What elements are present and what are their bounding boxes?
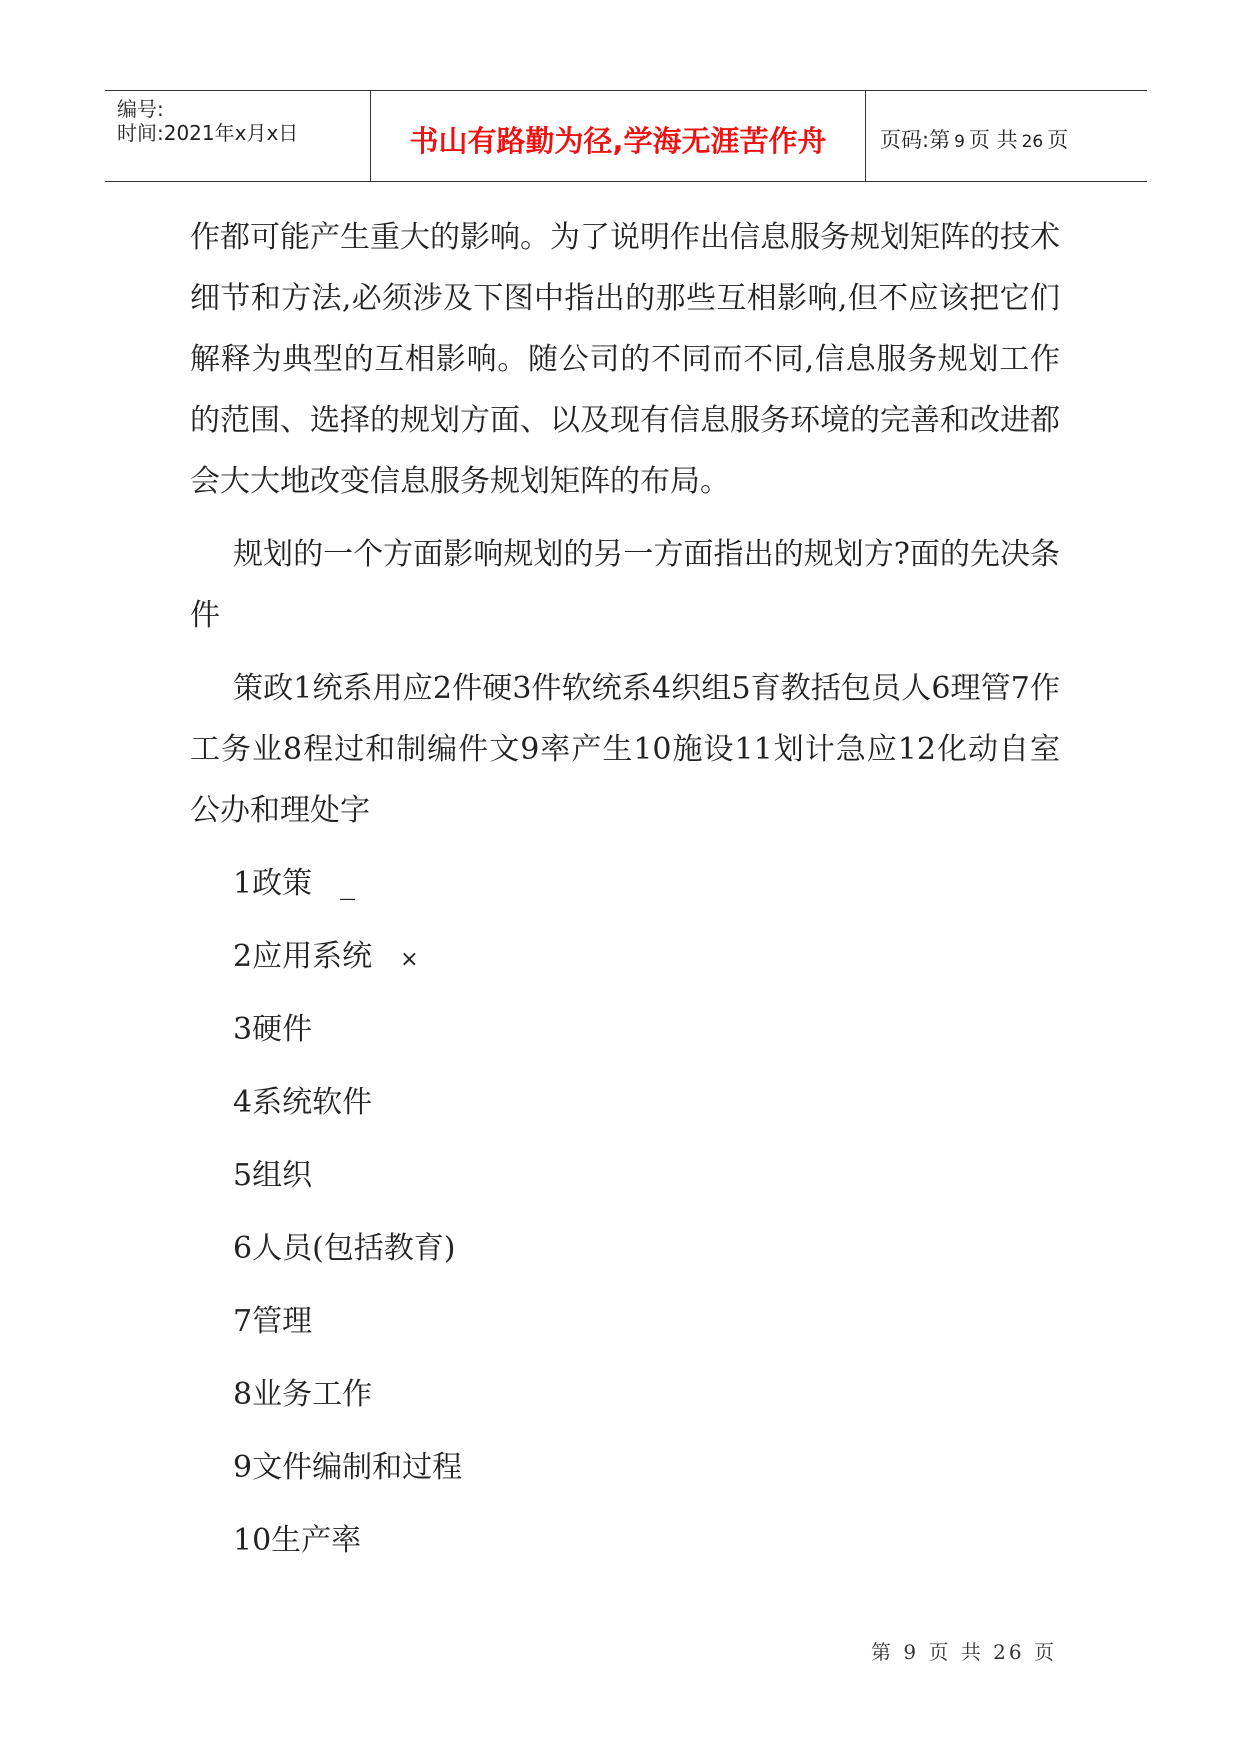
list-item-text: 5组织 [233, 1158, 313, 1193]
header-info-cell [105, 91, 370, 181]
list-item-text: 10生产率 [233, 1523, 362, 1558]
header-motto-cell [370, 91, 866, 181]
planning-aspects-list [190, 853, 1060, 1571]
list-item [190, 926, 1060, 987]
page-code-total: 26 [1021, 132, 1044, 152]
list-item [190, 1145, 1060, 1206]
list-item-text: 1政策 [233, 866, 313, 901]
time-label: 时间:2021年x月x日 [117, 121, 299, 145]
list-item [190, 1364, 1060, 1425]
list-item [190, 1072, 1060, 1133]
list-item [190, 1437, 1060, 1498]
list-item [190, 1291, 1060, 1352]
list-item-text: 7管理 [233, 1304, 313, 1339]
page-footer: 第 9 页 共 26 页 [871, 1640, 1057, 1664]
list-item-text: 3硬件 [233, 1012, 313, 1047]
body-paragraph: 策政1统系用应2件硬3件软统系4织组5育教括包员人6理管7作工务业8程过和制编件文9率产生10施设11划计急应12化动自室公办和理处字 [190, 671, 1060, 828]
page-header [105, 90, 1147, 182]
page-code-mid: 页 共 [968, 128, 1018, 152]
list-item-text: 4系统软件 [233, 1085, 373, 1120]
page-code [880, 124, 1068, 154]
body-paragraph: 作都可能产生重大的影响。为了说明作出信息服务规划矩阵的技术细节和方法,必须涉及下图中指出的那些互相影响,但不应该把它们解释为典型的互相影响。随公司的不同而不同,信息服务规划工作的范围、选择的规划方面、以及现有信息服务环境的完善和改进都会大大地改变信息服务规划矩阵的布局。 [190, 220, 1060, 499]
list-item-text: 9文件编制和过程 [233, 1450, 463, 1485]
body-paragraph: 规划的一个方面影响规划的另一方面指出的规划方?面的先决条件 [190, 537, 1060, 633]
serial-label: 编号: [117, 97, 164, 121]
header-page-cell [866, 91, 1147, 181]
list-item [190, 1218, 1060, 1279]
page-code-prefix: 页码:第 [880, 128, 951, 152]
document-body [190, 207, 1060, 1583]
list-item [190, 1510, 1060, 1571]
list-item-mark: _ [340, 866, 356, 901]
list-item [190, 999, 1060, 1060]
list-item-text: 8业务工作 [233, 1377, 373, 1412]
list-item [190, 853, 1060, 914]
page-code-number: 9 [954, 132, 965, 152]
motto-text: 书山有路勤为径,学海无涯苦作舟 [409, 124, 827, 158]
list-item-text: 6人员(包括教育) [233, 1231, 456, 1266]
list-item-text: 2应用系统 [233, 939, 373, 974]
list-item-mark: × [400, 947, 419, 972]
page-code-suffix: 页 [1047, 128, 1069, 152]
